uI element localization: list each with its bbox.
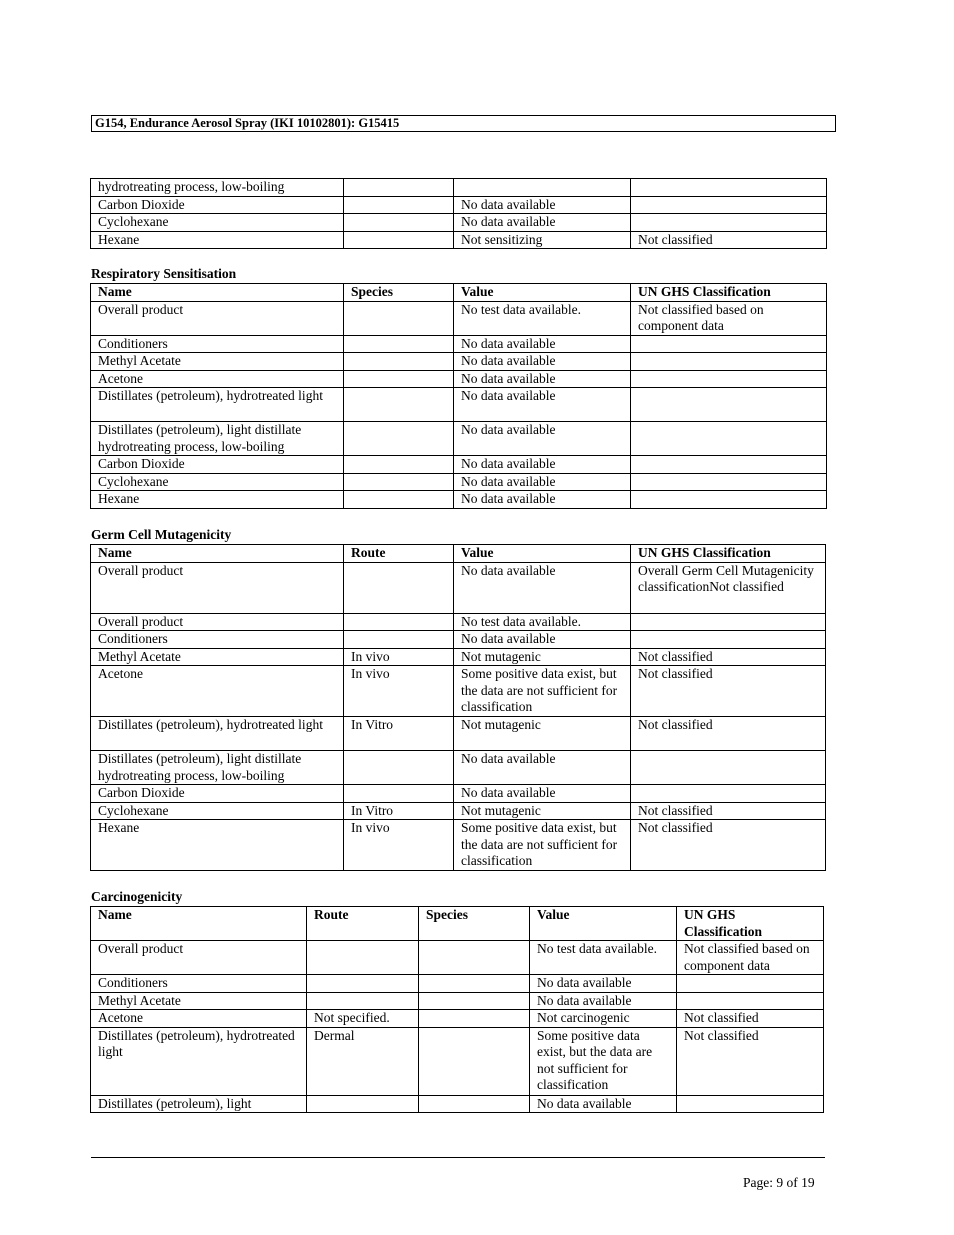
table-cell: Carbon Dioxide: [91, 196, 344, 214]
table-cell: [631, 751, 826, 785]
table-cell: Not mutagenic: [454, 717, 631, 751]
carcinogenicity-title: Carcinogenicity: [91, 889, 183, 904]
table-cell: Conditioners: [91, 335, 344, 353]
table-header-row: [91, 284, 827, 302]
table-cell: Not classified based on component data: [677, 941, 824, 975]
table-cell: In vivo: [344, 820, 454, 871]
table-cell: Some positive data exist, but the data are not sufficient for classification: [530, 1027, 677, 1095]
column-header: Route: [344, 545, 454, 563]
table-cell: Overall product: [91, 562, 344, 613]
table-row: [91, 388, 827, 422]
table-cell: [344, 613, 454, 631]
table-cell: [307, 941, 419, 975]
table-header-row: [91, 907, 824, 941]
table-cell: Distillates (petroleum), hydrotreated light: [91, 1027, 307, 1095]
table-cell: [307, 975, 419, 993]
table-cell: Cyclohexane: [91, 214, 344, 232]
table-row: [91, 370, 827, 388]
table-row: [91, 456, 827, 474]
table-cell: Methyl Acetate: [91, 353, 344, 371]
table-cell: In vivo: [344, 648, 454, 666]
page-number: Page: 9 of 19: [743, 1175, 815, 1190]
table-cell: Distillates (petroleum), light distillate hydrotreating process, low-boiling: [91, 751, 344, 785]
table-cell: Not classified: [631, 648, 826, 666]
table-row: [91, 473, 827, 491]
table-cell: In Vitro: [344, 802, 454, 820]
table-cell: No data available: [454, 353, 631, 371]
table-cell: Hexane: [91, 820, 344, 871]
table-cell: [344, 214, 454, 232]
table-cell: [344, 335, 454, 353]
skin-sensitisation-table-continued: [90, 178, 827, 249]
table-cell: [344, 491, 454, 509]
table-cell: [631, 179, 827, 197]
table-cell: [419, 1010, 530, 1028]
respiratory-sensitisation-title: Respiratory Sensitisation: [91, 266, 237, 281]
table-cell: hydrotreating process, low-boiling: [91, 179, 344, 197]
table-cell: Not carcinogenic: [530, 1010, 677, 1028]
table-cell: Distillates (petroleum), hydrotreated light: [91, 388, 344, 422]
table-cell: No data available: [454, 388, 631, 422]
column-header: UN GHS Classification: [677, 907, 824, 941]
table-cell: No test data available.: [454, 613, 631, 631]
table-cell: Distillates (petroleum), light distillate hydrotreating process, low-boiling: [91, 422, 344, 456]
table-cell: [677, 975, 824, 993]
carcinogenicity-table: [90, 906, 824, 1113]
table-cell: Not mutagenic: [454, 802, 631, 820]
table-cell: [307, 1095, 419, 1113]
table-row: [91, 422, 827, 456]
table-row: [91, 353, 827, 371]
table-cell: No test data available.: [530, 941, 677, 975]
table-cell: Not classified: [631, 231, 827, 249]
column-header: Species: [419, 907, 530, 941]
table-cell: No data available: [454, 370, 631, 388]
column-header: Route: [307, 907, 419, 941]
table-cell: [344, 353, 454, 371]
table-cell: Overall product: [91, 941, 307, 975]
table-cell: In vivo: [344, 666, 454, 717]
table-cell: Carbon Dioxide: [91, 456, 344, 474]
table-row: [91, 802, 826, 820]
column-header: Value: [454, 284, 631, 302]
table-cell: [631, 491, 827, 509]
table-cell: Not classified: [631, 802, 826, 820]
table-cell: [677, 1095, 824, 1113]
table-cell: [344, 631, 454, 649]
table-cell: [631, 214, 827, 232]
table-cell: Not classified based on component data: [631, 301, 827, 335]
table-cell: [631, 631, 826, 649]
table-cell: Some positive data exist, but the data are not sufficient for classification: [454, 666, 631, 717]
table-cell: [344, 785, 454, 803]
table-cell: [631, 422, 827, 456]
table-cell: Conditioners: [91, 975, 307, 993]
table-row: [91, 562, 826, 613]
table-row: [91, 751, 826, 785]
table-row: [91, 613, 826, 631]
table-row: [91, 631, 826, 649]
table-cell: [344, 231, 454, 249]
table-cell: No data available: [454, 456, 631, 474]
table-row: [91, 1095, 824, 1113]
table-cell: [344, 456, 454, 474]
table-cell: No data available: [454, 785, 631, 803]
column-header: UN GHS Classification: [631, 545, 826, 563]
column-header: UN GHS Classification: [631, 284, 827, 302]
table-cell: [631, 785, 826, 803]
table-row: [91, 785, 826, 803]
table-row: [91, 666, 826, 717]
table-cell: [419, 992, 530, 1010]
table-cell: Not classified: [677, 1027, 824, 1095]
table-cell: No data available: [454, 562, 631, 613]
table-cell: Distillates (petroleum), light: [91, 1095, 307, 1113]
table-row: [91, 231, 827, 249]
table-cell: [344, 196, 454, 214]
table-cell: Hexane: [91, 231, 344, 249]
table-cell: [344, 179, 454, 197]
table-cell: Carbon Dioxide: [91, 785, 344, 803]
table-cell: Methyl Acetate: [91, 648, 344, 666]
table-cell: Not classified: [631, 666, 826, 717]
table-row: [91, 301, 827, 335]
table-row: [91, 214, 827, 232]
table-cell: Overall Germ Cell Mutagenicity classificationNot classified: [631, 562, 826, 613]
column-header: Name: [91, 545, 344, 563]
column-header: Value: [454, 545, 631, 563]
table-cell: No test data available.: [454, 301, 631, 335]
table-cell: Not mutagenic: [454, 648, 631, 666]
table-cell: Conditioners: [91, 631, 344, 649]
table-cell: [631, 370, 827, 388]
table-row: [91, 648, 826, 666]
table-cell: No data available: [454, 751, 631, 785]
table-cell: [419, 941, 530, 975]
table-cell: No data available: [530, 975, 677, 993]
table-cell: Not sensitizing: [454, 231, 631, 249]
table-cell: [344, 562, 454, 613]
table-cell: Some positive data exist, but the data are not sufficient for classification: [454, 820, 631, 871]
table-row: [91, 1010, 824, 1028]
table-cell: Overall product: [91, 301, 344, 335]
column-header: Value: [530, 907, 677, 941]
table-row: [91, 941, 824, 975]
table-cell: [631, 353, 827, 371]
table-cell: [631, 388, 827, 422]
table-cell: [631, 613, 826, 631]
respiratory-sensitisation-table: [90, 283, 827, 509]
table-cell: Hexane: [91, 491, 344, 509]
table-row: [91, 491, 827, 509]
table-cell: No data available: [454, 631, 631, 649]
table-cell: [454, 179, 631, 197]
table-row: [91, 992, 824, 1010]
table-cell: [631, 456, 827, 474]
table-cell: [344, 388, 454, 422]
table-cell: No data available: [454, 335, 631, 353]
table-cell: Methyl Acetate: [91, 992, 307, 1010]
table-cell: Not classified: [631, 717, 826, 751]
table-cell: Cyclohexane: [91, 802, 344, 820]
table-cell: [344, 751, 454, 785]
table-cell: [344, 370, 454, 388]
table-cell: Not classified: [677, 1010, 824, 1028]
table-cell: No data available: [530, 992, 677, 1010]
table-row: [91, 179, 827, 197]
table-cell: [419, 1095, 530, 1113]
table-cell: No data available: [454, 196, 631, 214]
table-row: [91, 335, 827, 353]
table-cell: No data available: [454, 422, 631, 456]
table-cell: [344, 422, 454, 456]
column-header: Name: [91, 907, 307, 941]
table-row: [91, 717, 826, 751]
column-header: Species: [344, 284, 454, 302]
table-cell: [631, 196, 827, 214]
table-cell: No data available: [454, 473, 631, 491]
table-cell: Not specified.: [307, 1010, 419, 1028]
document-header: G154, Endurance Aerosol Spray (IKI 10102801): G15415: [91, 115, 836, 132]
table-cell: [419, 1027, 530, 1095]
table-cell: Cyclohexane: [91, 473, 344, 491]
table-header-row: [91, 545, 826, 563]
table-cell: [677, 992, 824, 1010]
table-cell: Overall product: [91, 613, 344, 631]
table-cell: [631, 335, 827, 353]
table-row: [91, 820, 826, 871]
table-cell: No data available: [454, 491, 631, 509]
table-cell: Dermal: [307, 1027, 419, 1095]
table-cell: In Vitro: [344, 717, 454, 751]
column-header: Name: [91, 284, 344, 302]
table-row: [91, 1027, 824, 1095]
table-cell: [344, 301, 454, 335]
table-cell: No data available: [530, 1095, 677, 1113]
table-cell: Acetone: [91, 1010, 307, 1028]
table-cell: [631, 473, 827, 491]
table-cell: No data available: [454, 214, 631, 232]
germ-cell-mutagenicity-table: [90, 544, 826, 871]
table-cell: Not classified: [631, 820, 826, 871]
table-cell: Distillates (petroleum), hydrotreated light: [91, 717, 344, 751]
footer-divider: [91, 1157, 825, 1158]
germ-cell-mutagenicity-title: Germ Cell Mutagenicity: [91, 527, 232, 542]
table-cell: [419, 975, 530, 993]
table-cell: Acetone: [91, 370, 344, 388]
table-cell: [344, 473, 454, 491]
table-cell: [307, 992, 419, 1010]
table-cell: Acetone: [91, 666, 344, 717]
table-row: [91, 196, 827, 214]
table-row: [91, 975, 824, 993]
